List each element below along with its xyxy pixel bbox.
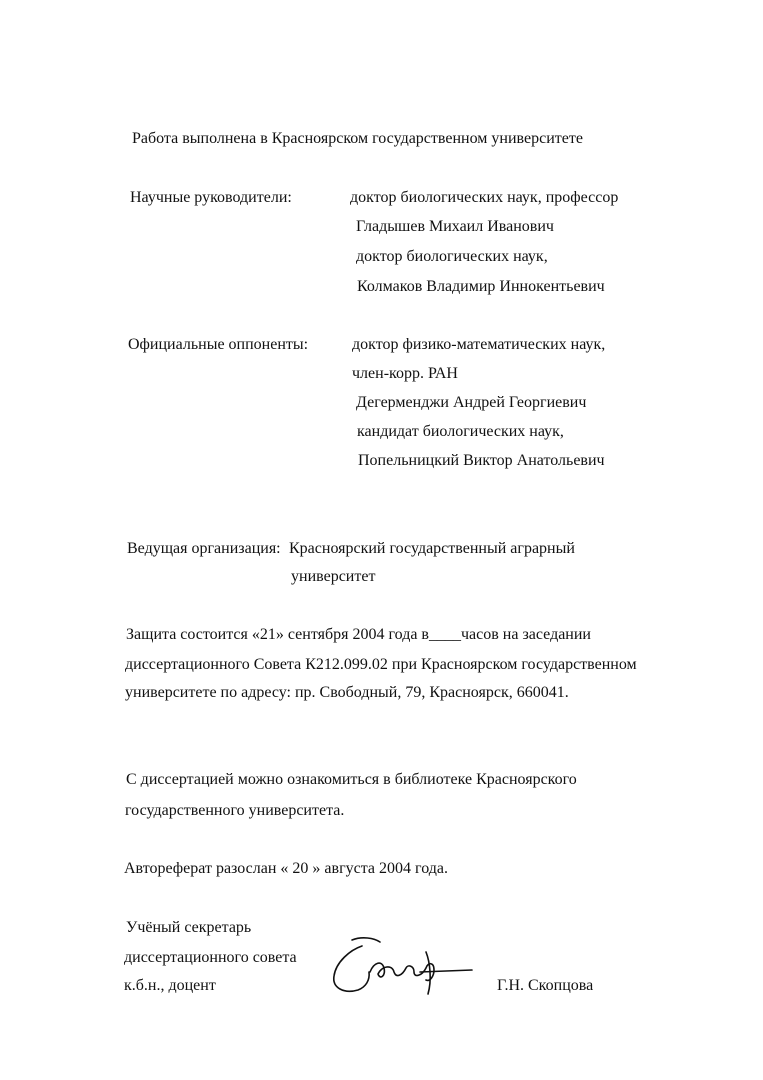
opponent-line: Дегерменджи Андрей Георгиевич xyxy=(356,394,587,411)
secretary-line: диссертационного совета xyxy=(124,949,297,966)
leading-org-line: Красноярский государственный аграрный xyxy=(289,540,575,557)
defense-line: Защита состоится «21» сентября 2004 года в____часов на заседании xyxy=(126,626,591,643)
leading-org-label: Ведущая организация: xyxy=(127,540,281,557)
secretary-name: Г.Н. Скопцова xyxy=(497,977,594,994)
opponent-line: член-корр. РАН xyxy=(352,365,458,382)
supervisor-line: доктор биологических наук, xyxy=(356,248,548,265)
opponent-line: доктор физико-математических наук, xyxy=(352,336,606,353)
opponent-line: Попельницкий Виктор Анатольевич xyxy=(358,452,605,469)
supervisor-line: Гладышев Михаил Иванович xyxy=(356,218,554,235)
abstract-sent-line: Автореферат разослан « 20 » августа 2004 года. xyxy=(124,860,448,877)
signature xyxy=(322,932,482,1002)
opponent-line: кандидат биологических наук, xyxy=(357,423,564,440)
secretary-line: Учёный секретарь xyxy=(126,919,252,936)
library-line: С диссертацией можно ознакомиться в библиотеке Красноярского xyxy=(126,771,577,788)
defense-line: университете по адресу: пр. Свободный, 79, Красноярск, 660041. xyxy=(125,684,569,701)
defense-line: диссертационного Совета К212.099.02 при Красноярском государственном xyxy=(125,656,637,673)
secretary-line: к.б.н., доцент xyxy=(124,977,216,994)
opponents-label: Официальные оппоненты: xyxy=(128,336,309,353)
leading-org-line: университет xyxy=(291,568,376,585)
supervisor-line: доктор биологических наук, профессор xyxy=(350,189,619,206)
library-line: государственного университета. xyxy=(125,802,345,819)
supervisors-label: Научные руководители: xyxy=(130,189,292,206)
supervisor-line: Колмаков Владимир Иннокентьевич xyxy=(357,278,605,295)
institution-line: Работа выполнена в Красноярском государственном университете xyxy=(132,130,583,147)
